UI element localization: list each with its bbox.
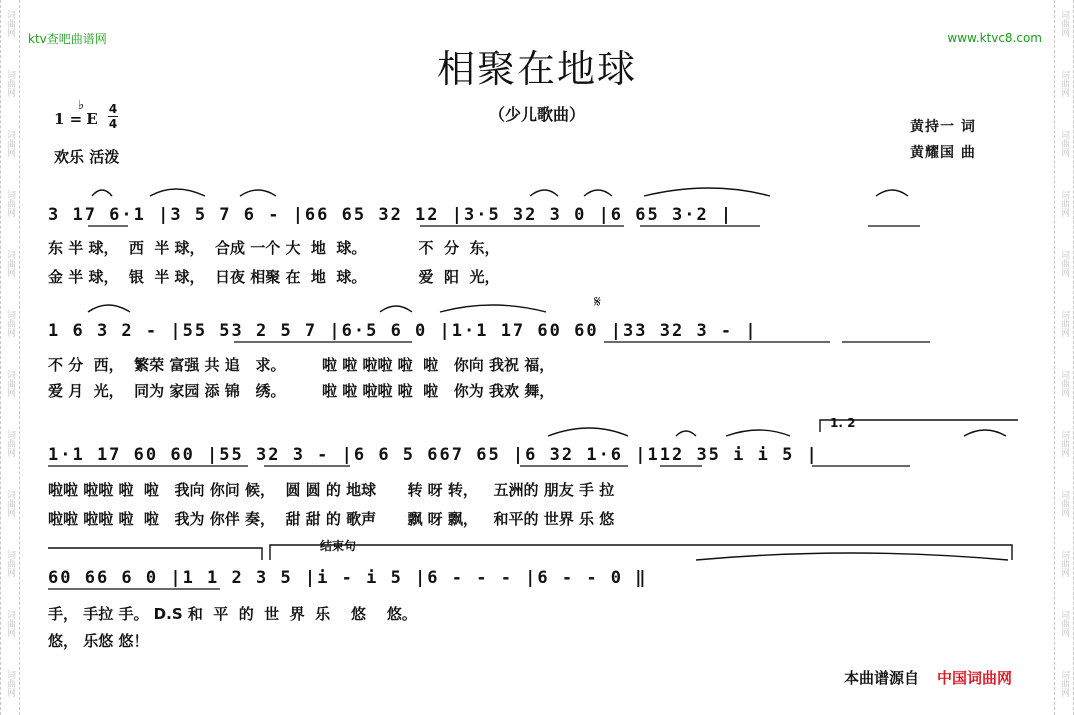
watermark-glyphs: 词曲网 bbox=[5, 310, 15, 337]
watermark-glyphs: 词曲网 bbox=[1059, 250, 1069, 277]
watermark-glyphs: 词曲网 bbox=[5, 610, 15, 637]
slur bbox=[88, 305, 130, 312]
slur bbox=[584, 190, 612, 196]
slur bbox=[964, 430, 1006, 436]
score-row-1-notes: 3 17 6·1 |3 5 7 6 - |66 65 32 12 |3·5 32 3 0 |6 65 3·2 | bbox=[48, 205, 734, 225]
segno-sign: 𝄋 bbox=[594, 292, 601, 311]
watermark-glyphs: 词曲网 bbox=[5, 490, 15, 517]
watermark-glyphs: 词曲网 bbox=[1059, 490, 1069, 517]
score-row-3-lyric-2: 啦啦 啦啦 啦 啦 我为 你伴 奏， 甜 甜 的 歌声 飘 呀 飘， 和平的 世界 乐 悠 bbox=[48, 510, 615, 528]
watermark-glyphs: 词曲网 bbox=[5, 430, 15, 457]
score-row-4-lyric-1: 手， 手拉 手。 D.S 和 平 的 世 界 乐 悠 悠。 bbox=[48, 605, 417, 623]
song-title: 相聚在地球 bbox=[436, 47, 637, 91]
source-label: 本曲谱源自 bbox=[844, 669, 920, 687]
watermark-glyphs: 词曲网 bbox=[1059, 610, 1069, 637]
song-subtitle: （少儿歌曲） bbox=[488, 105, 585, 124]
watermark-glyphs: 词曲网 bbox=[1059, 190, 1069, 217]
slur bbox=[644, 188, 770, 196]
score-row-4-lyric-2: 悠， 乐悠 悠！ bbox=[48, 632, 149, 650]
flat-sign: ♭ bbox=[78, 98, 85, 113]
ending-phrase-label: 结束句 bbox=[320, 539, 357, 553]
watermark-glyphs: 词曲网 bbox=[5, 190, 15, 217]
watermark-glyphs: 词曲网 bbox=[1059, 550, 1069, 577]
tempo-marking: 欢乐 活泼 bbox=[54, 148, 120, 166]
meter-top: 4 bbox=[108, 102, 118, 116]
key-prefix: 1 = bbox=[54, 110, 83, 128]
watermark-glyphs: 词曲网 bbox=[5, 370, 15, 397]
slur bbox=[240, 190, 276, 196]
slur bbox=[548, 428, 628, 436]
lyricist-credit: 黄持一 词 bbox=[910, 119, 976, 135]
volta-bracket-label: 1. 2 bbox=[830, 416, 856, 430]
slur bbox=[150, 189, 205, 196]
score-row-1-lyric-2: 金 半 球， 银 半 球， 日夜 相聚 在 地 球。 爱 阳 光， bbox=[48, 268, 500, 286]
score-row-3-notes: 1·1 17 60 60 |55 32 3 - |6 6 5 667 65 |6 32 1·6 |112 35 i i 5 | bbox=[48, 445, 819, 465]
watermark-glyphs: 词曲网 bbox=[1059, 310, 1069, 337]
site-watermark-left: ktv查吧曲谱网 bbox=[28, 32, 107, 46]
slur bbox=[676, 431, 696, 436]
site-watermark-right: www.ktvc8.com bbox=[947, 31, 1042, 45]
source-credit bbox=[844, 667, 1012, 688]
slur bbox=[696, 553, 1008, 560]
slur bbox=[380, 306, 412, 312]
ending-bracket bbox=[270, 545, 1012, 560]
watermark-glyphs: 词曲网 bbox=[5, 10, 15, 37]
slur bbox=[92, 190, 112, 196]
score-row-2-lyric-1: 不 分 西， 繁荣 富强 共 追 求。 啦 啦 啦啦 啦 啦 你向 我祝 福， bbox=[48, 356, 555, 374]
watermark-glyphs: 词曲网 bbox=[1059, 130, 1069, 157]
watermark-glyphs: 词曲网 bbox=[5, 670, 15, 697]
watermark-glyphs: 词曲网 bbox=[1059, 70, 1069, 97]
key-note: E bbox=[86, 110, 98, 128]
watermark-glyphs: 词曲网 bbox=[5, 250, 15, 277]
slur bbox=[440, 305, 546, 312]
watermark-glyphs: 词曲网 bbox=[1059, 430, 1069, 457]
watermark-glyphs: 词曲网 bbox=[5, 550, 15, 577]
meter-bottom: 4 bbox=[108, 117, 118, 131]
score-row-2-lyric-2: 爱 月 光， 同为 家园 添 锦 绣。 啦 啦 啦啦 啦 啦 你为 我欢 舞， bbox=[48, 382, 555, 400]
source-site-link[interactable]: 中国词曲网 bbox=[937, 669, 1013, 687]
watermark-glyphs: 词曲网 bbox=[1059, 670, 1069, 697]
slur bbox=[530, 190, 558, 196]
watermark-glyphs: 词曲网 bbox=[5, 130, 15, 157]
score-row-4-notes: 60 66 6 0 |1 1 2 3 5 |i - i 5 |6 - - - |6 - - 0 ‖ bbox=[48, 568, 648, 588]
slur bbox=[876, 190, 908, 196]
prior-bracket bbox=[48, 548, 262, 560]
watermark-glyphs: 词曲网 bbox=[5, 70, 15, 97]
score-row-1-lyric-1: 东 半 球， 西 半 球， 合成 一个 大 地 球。 不 分 东， bbox=[48, 239, 500, 257]
score-row-3-lyric-1: 啦啦 啦啦 啦 啦 我向 你问 候， 圆 圆 的 地球 转 呀 转， 五洲的 朋友 手 拉 bbox=[48, 481, 615, 499]
composer-credit: 黄耀国 曲 bbox=[910, 145, 976, 161]
watermark-glyphs: 词曲网 bbox=[1059, 370, 1069, 397]
watermark-glyphs: 词曲网 bbox=[1059, 10, 1069, 37]
score-row-2-notes: 1 6 3 2 - |55 53 2 5 7 |6·5 6 0 |1·1 17 60 60 |33 32 3 - | bbox=[48, 321, 758, 341]
slur bbox=[726, 430, 790, 436]
